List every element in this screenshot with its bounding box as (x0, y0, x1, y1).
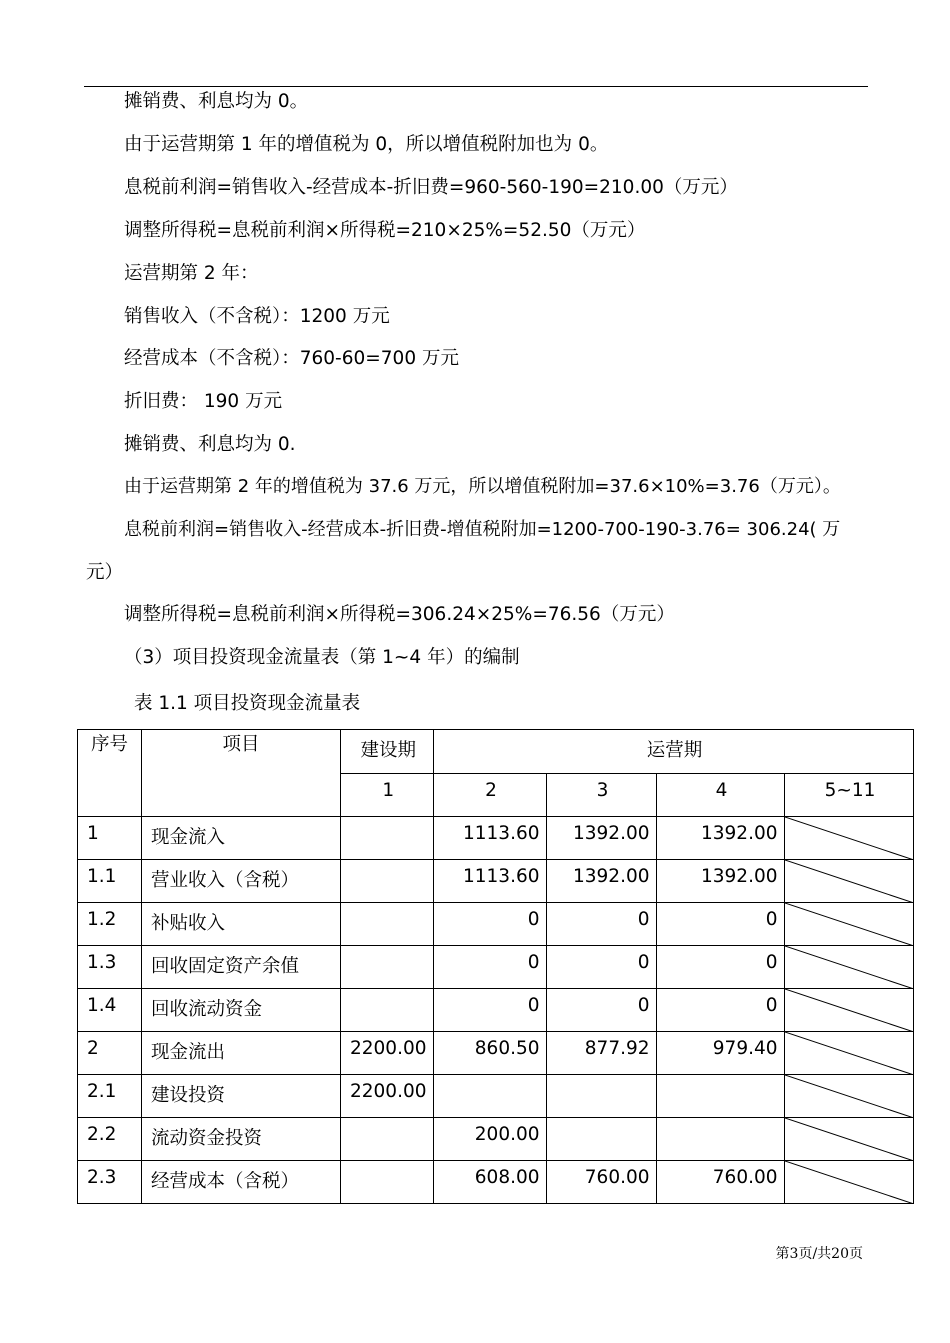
row-year-1: 2200.00 (341, 1075, 434, 1118)
cash-flow-table (77, 729, 914, 1204)
row-year-4: 979.40 (656, 1032, 784, 1075)
row-item: 流动资金投资 (142, 1118, 341, 1161)
row-year-3 (546, 1075, 656, 1118)
row-item: 经营成本（含税） (142, 1161, 341, 1204)
table-row (78, 1032, 914, 1075)
row-year-1 (341, 817, 434, 860)
row-item: 回收固定资产余值 (142, 946, 341, 989)
row-seq: 1.3 (78, 946, 142, 989)
row-year-4 (656, 1118, 784, 1161)
row-year-1 (341, 1118, 434, 1161)
row-year-2: 1113.60 (433, 860, 546, 903)
page-number: 第3页/共20页 (775, 1246, 863, 1262)
row-year-2: 0 (433, 989, 546, 1032)
paragraph-5: 运营期第 2 年： (124, 263, 259, 284)
diagonal-slash-icon (785, 1075, 914, 1118)
row-seq: 1.4 (78, 989, 142, 1032)
row-seq: 1.1 (78, 860, 142, 903)
diagonal-slash-icon (785, 946, 914, 989)
row-year-1 (341, 903, 434, 946)
row-year-3: 0 (546, 946, 656, 989)
row-year-1 (341, 1161, 434, 1204)
row-item: 营业收入（含税） (142, 860, 341, 903)
header-item: 项目 (142, 730, 341, 817)
header-year-1: 1 (341, 773, 434, 817)
paragraph-7: 经营成本（不含税）：760-60=700 万元 (124, 348, 459, 369)
section-heading: （3）项目投资现金流量表（第 1~4 年）的编制 (124, 647, 520, 668)
row-year-5-11-na (784, 946, 913, 989)
table-row (78, 1118, 914, 1161)
row-seq: 2.2 (78, 1118, 142, 1161)
row-year-2 (433, 1075, 546, 1118)
paragraph-10: 由于运营期第 2 年的增值税为 37.6 万元，所以增值税附加=37.6×10%=3.76（万元）。 (124, 476, 841, 497)
row-seq: 2.3 (78, 1161, 142, 1204)
row-item: 建设投资 (142, 1075, 341, 1118)
table-caption: 表 1.1 项目投资现金流量表 (134, 693, 361, 714)
paragraph-3: 息税前利润=销售收入-经营成本-折旧费=960-560-190=210.00（万元） (124, 177, 738, 198)
row-year-5-11-na (784, 1118, 913, 1161)
table-row (78, 817, 914, 860)
row-year-4: 0 (656, 903, 784, 946)
row-year-5-11-na (784, 860, 913, 903)
row-year-2: 860.50 (433, 1032, 546, 1075)
row-year-4: 1392.00 (656, 860, 784, 903)
diagonal-slash-icon (785, 860, 914, 903)
row-year-3: 0 (546, 903, 656, 946)
paragraph-1: 摊销费、利息均为 0。 (124, 91, 309, 112)
table-row (78, 903, 914, 946)
row-seq: 1.2 (78, 903, 142, 946)
row-item: 补贴收入 (142, 903, 341, 946)
row-year-5-11-na (784, 1075, 913, 1118)
row-year-5-11-na (784, 817, 913, 860)
header-construction: 建设期 (341, 730, 434, 774)
row-year-2: 200.00 (433, 1118, 546, 1161)
table-row (78, 1161, 914, 1204)
header-seq: 序号 (78, 730, 142, 817)
paragraph-11-cont: 元） (86, 562, 124, 583)
row-item: 现金流入 (142, 817, 341, 860)
paragraph-2: 由于运营期第 1 年的增值税为 0，所以增值税附加也为 0。 (124, 134, 609, 155)
row-year-2: 0 (433, 903, 546, 946)
diagonal-slash-icon (785, 989, 914, 1032)
row-item: 回收流动资金 (142, 989, 341, 1032)
row-year-5-11-na (784, 1161, 913, 1204)
row-year-1 (341, 860, 434, 903)
header-year-5-11: 5~11 (784, 773, 913, 817)
row-year-5-11-na (784, 989, 913, 1032)
row-year-1: 2200.00 (341, 1032, 434, 1075)
paragraph-8: 折旧费： 190 万元 (124, 391, 283, 412)
row-item: 现金流出 (142, 1032, 341, 1075)
paragraph-6: 销售收入（不含税）：1200 万元 (124, 306, 390, 327)
table-row (78, 989, 914, 1032)
paragraph-9: 摊销费、利息均为 0. (124, 434, 296, 455)
diagonal-slash-icon (785, 1118, 914, 1161)
row-year-3 (546, 1118, 656, 1161)
row-seq: 1 (78, 817, 142, 860)
row-year-4: 0 (656, 946, 784, 989)
diagonal-slash-icon (785, 903, 914, 946)
row-year-3: 0 (546, 989, 656, 1032)
table-row (78, 1075, 914, 1118)
row-year-3: 1392.00 (546, 817, 656, 860)
row-year-2: 608.00 (433, 1161, 546, 1204)
paragraph-11: 息税前利润=销售收入-经营成本-折旧费-增值税附加=1200-700-190-3.76= 306.24( 万 (124, 519, 841, 540)
row-year-5-11-na (784, 1032, 913, 1075)
row-year-3: 1392.00 (546, 860, 656, 903)
paragraph-12: 调整所得税=息税前利润×所得税=306.24×25%=76.56（万元） (124, 604, 675, 625)
diagonal-slash-icon (785, 1032, 914, 1075)
row-year-2: 1113.60 (433, 817, 546, 860)
header-year-4: 4 (656, 773, 784, 817)
header-rule (84, 86, 868, 87)
header-year-2: 2 (433, 773, 546, 817)
table-row (78, 946, 914, 989)
row-year-3: 760.00 (546, 1161, 656, 1204)
row-year-4: 0 (656, 989, 784, 1032)
header-year-3: 3 (546, 773, 656, 817)
row-year-5-11-na (784, 903, 913, 946)
row-year-3: 877.92 (546, 1032, 656, 1075)
row-year-4: 1392.00 (656, 817, 784, 860)
row-seq: 2.1 (78, 1075, 142, 1118)
row-year-4: 760.00 (656, 1161, 784, 1204)
table-row (78, 860, 914, 903)
diagonal-slash-icon (785, 1161, 914, 1204)
header-operation: 运营期 (433, 730, 913, 774)
row-year-2: 0 (433, 946, 546, 989)
row-seq: 2 (78, 1032, 142, 1075)
row-year-1 (341, 989, 434, 1032)
diagonal-slash-icon (785, 817, 914, 860)
paragraph-4: 调整所得税=息税前利润×所得税=210×25%=52.50（万元） (124, 220, 646, 241)
row-year-4 (656, 1075, 784, 1118)
row-year-1 (341, 946, 434, 989)
